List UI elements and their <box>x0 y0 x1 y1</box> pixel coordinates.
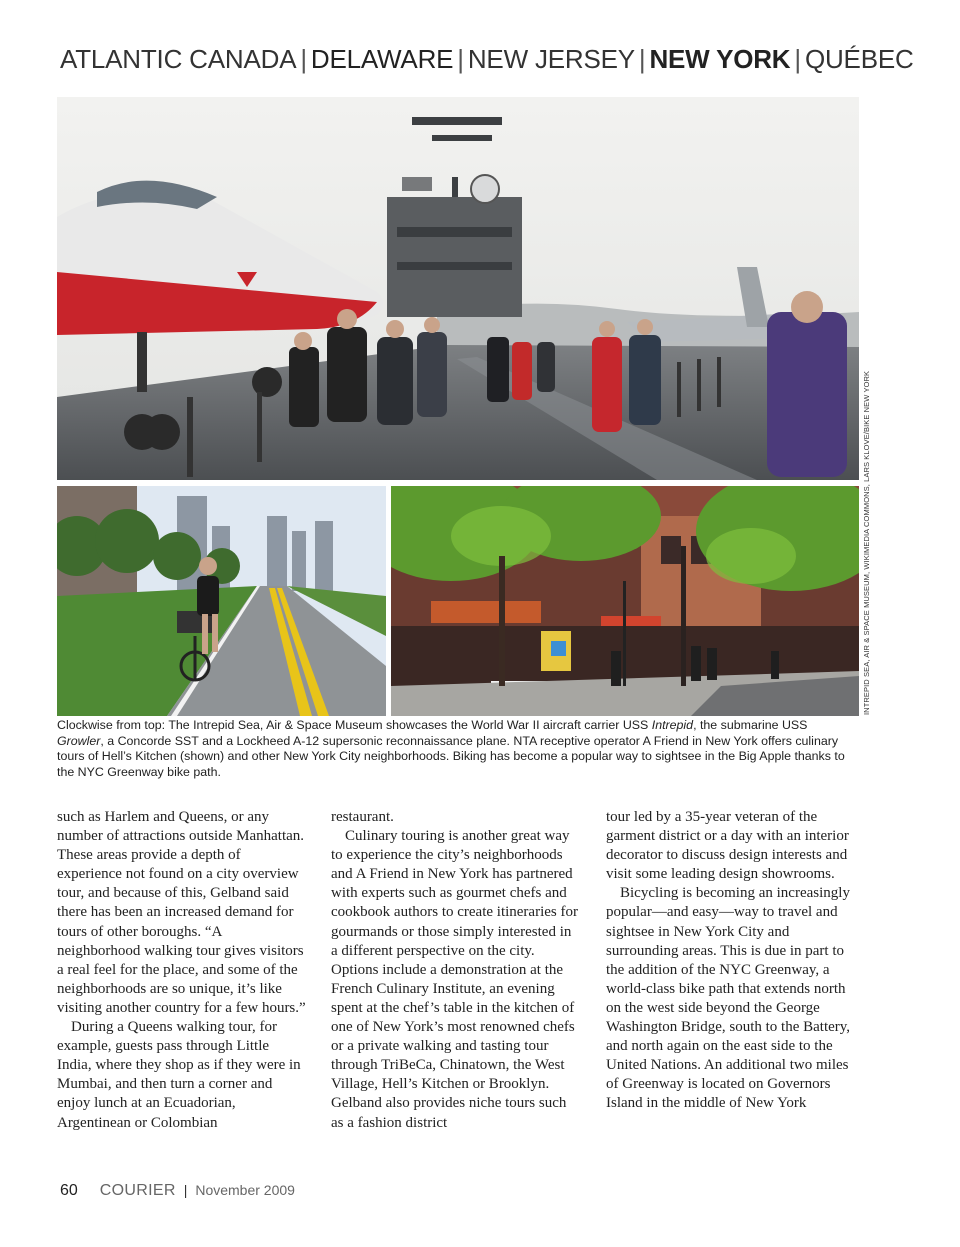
page-number: 60 <box>60 1182 78 1199</box>
caption-submarine-name: Growler <box>57 733 101 748</box>
region-quebec: QUÉBEC <box>804 44 914 74</box>
article-column-3 <box>606 808 856 1114</box>
header-separator: | <box>457 44 464 74</box>
intrepid-museum-photo <box>57 97 859 480</box>
region-delaware: DELAWARE <box>310 44 454 74</box>
hells-kitchen-street-photo <box>391 486 859 716</box>
article-paragraph: tour led by a 35-year veteran of the garment district or a day with an interior decorator to discuss design interests and visit some leading design showrooms. <box>606 809 849 883</box>
caption-text: Clockwise from top: The Intrepid Sea, Air & Space Museum showcases the World War II aircraft carrier USS <box>57 718 652 732</box>
caption-text: , a Concorde SST and a Lockheed A-12 supersonic reconnaissance plane. NTA receptive operator A Friend in New York offers culinary tours of Hell’s Kitchen (shown) and other New York City neighborhoods. Biking has become a popular way to sightsee in the Big Apple thanks to the NYC Greenway bike path. <box>57 733 845 779</box>
article-paragraph: During a Queens walking tour, for example, guests pass through Little India, where they shop as if they were in Mumbai, and then turn a corner and enjoy lunch at an Ecuadorian, Argentinean or Colombian <box>57 1019 301 1131</box>
region-new-jersey: NEW JERSEY <box>467 44 635 74</box>
greenway-bike-path-photo <box>57 486 386 716</box>
caption-text: , the submarine USS <box>693 718 808 732</box>
photo-credit: INTREPID SEA, AIR & SPACE MUSEUM, WIKIMEDIA COMMONS, LARS KLOVE/BIKE NEW YORK <box>862 370 871 715</box>
footer-separator: | <box>183 1182 188 1198</box>
issue-date: November 2009 <box>195 1182 295 1198</box>
header-separator: | <box>638 44 646 74</box>
article-paragraph: Culinary touring is another great way to experience the city’s neighborhoods and A Friend in New York has partnered with experts such as gourmet chefs and cookbook authors to create itineraries for gourmands or those simply interested in a different perspective on the city. Options include a demonstration at the French Culinary Institute, an evening spent at the chef’s table in the kitchen of one of New York’s most renowned chefs or a private walking and tasting tour through TriBeCa, Chinatown, the West Village, Hell’s Kitchen or Brooklyn. Gelband also provides niche tours such as a fashion district <box>331 828 578 1131</box>
article-column-1 <box>57 808 307 1133</box>
region-header <box>60 44 914 75</box>
header-separator: | <box>794 44 801 74</box>
page-footer <box>60 1182 295 1200</box>
region-new-york: NEW YORK <box>649 44 791 74</box>
article-paragraph: restaurant. <box>331 809 394 825</box>
publication-name: COURIER <box>99 1182 176 1199</box>
article-paragraph: such as Harlem and Queens, or any number of attractions outside Manhattan. These areas provide a depth of experience not found on a city overview tour, and because of this, Gelband said there has been an increased demand for tours of other boroughs. “A neighborhood walking tour gives visitors a real feel for the place, and some of the neighborhoods are so unique, it’s like visiting another country for a few hours.” <box>57 809 306 1016</box>
region-atlantic-canada: ATLANTIC CANADA <box>60 44 297 74</box>
photo-caption <box>57 718 857 780</box>
article-column-2 <box>331 808 581 1133</box>
header-separator: | <box>300 44 307 74</box>
caption-ship-name: Intrepid <box>651 718 694 732</box>
article-paragraph: Bicycling is becoming an increasingly popular—and easy—way to travel and sightsee in New York City and surrounding areas. This is due in part to the addition of the NYC Greenway, a world-class bike path that extends north on the west side beyond the George Washington Bridge, south to the Battery, and north again on the east side to the United Nations. An additional two miles of Greenway is located on Governors Island in the middle of New York <box>606 885 851 1112</box>
